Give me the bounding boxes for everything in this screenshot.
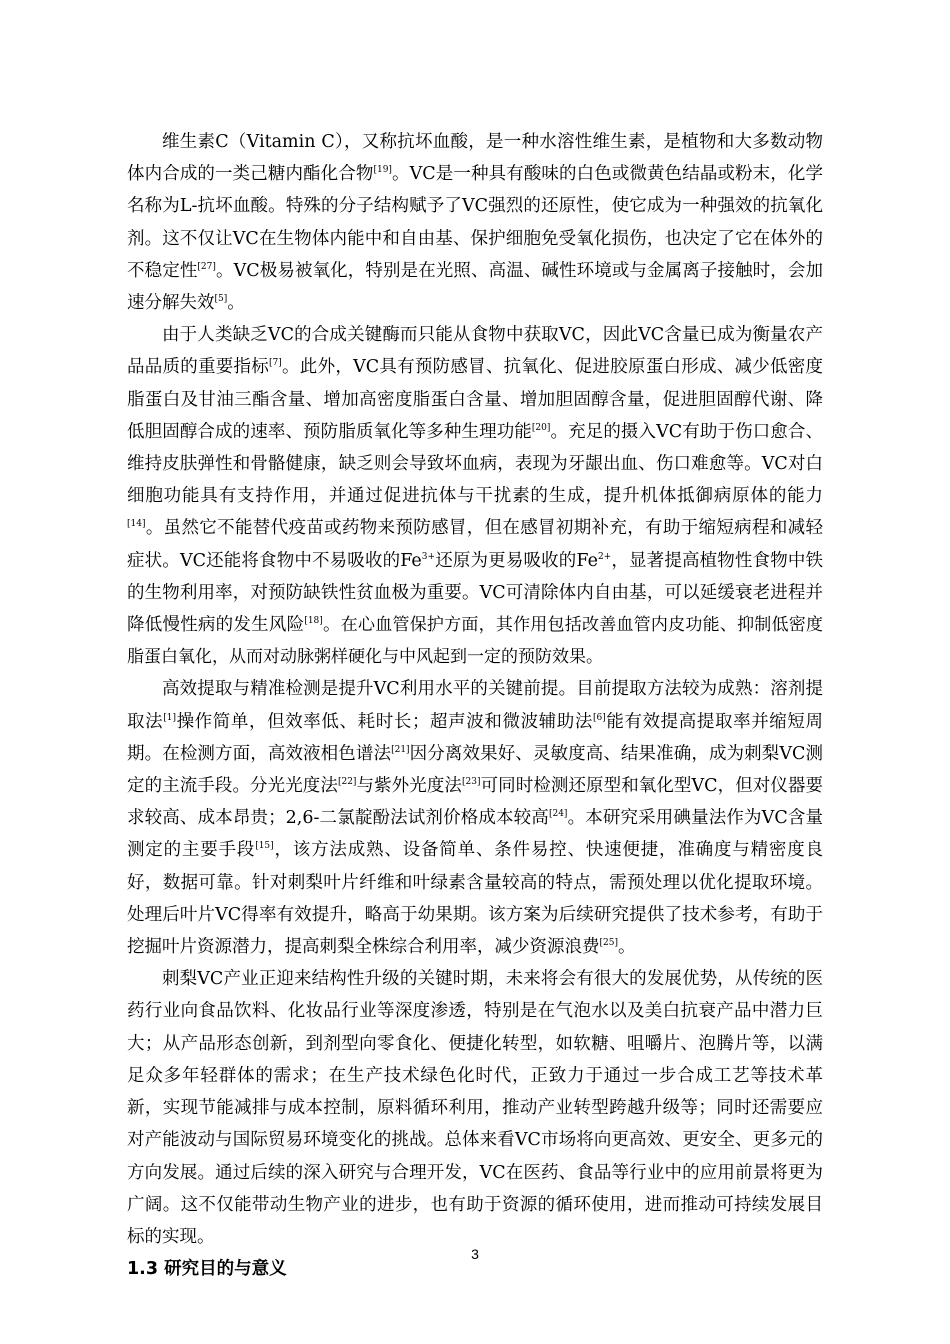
text-run: 。VC极易被氧化，特别是在光照、高温、碱性环境或与金属离子接触时，会加速分解失效	[127, 260, 823, 314]
paragraph	[127, 673, 823, 963]
citation-superscript: [24]	[548, 809, 568, 820]
text-run: 维生素C（Vitamin C），又称抗坏血酸，是一种水溶性维生素，是植物和大多数动物体内合成的一类己糖内酯化合物	[127, 132, 823, 185]
highlighted-sentence: 在心血管保护方面，其作用包括改善血管内皮功能、抑制低密度脂蛋白氧化，从而对动脉粥样硬化与中风起到一定的预防效果。	[127, 615, 824, 668]
text-run: 。	[322, 615, 341, 636]
citation-superscript: [27]	[197, 261, 216, 272]
text-run: 高效提取与精准检测是提升VC利用水平的关键前提。目前提取方法较为成熟：溶剂提取法	[127, 679, 823, 732]
page-number: 3	[471, 1246, 479, 1262]
citation-superscript: [1]	[163, 712, 176, 723]
body-text	[127, 126, 823, 1285]
paragraphs	[127, 126, 823, 1253]
text-run: 。充足的摄入VC有助于伤口愈合、维持皮肤弹性和骨骼健康，缺乏则会导致坏血病，表现为牙龈出血、伤口难愈等。VC对白细胞功能具有支持作用，并通过促进抗体与干扰素的生成，提升机体抵御病原体的能力	[127, 421, 824, 507]
section-heading: 1.3 研究目的与意义	[127, 1259, 287, 1280]
paragraph	[127, 319, 823, 673]
text-run: 。本研究采用碘量法作为VC含量测定的主要手段	[127, 808, 824, 861]
text-run: 。此外，VC具有预防感冒、抗氧化、促进胶原蛋白形成、减少低密度脂蛋白及甘油三酯含量、增加高密度脂蛋白含量、增加胆固醇含量，促进胆固醇代谢、降低胆固醇合成的速率、预防脂质氧化等多种生理功能	[127, 357, 823, 442]
text-run: 还原为更易吸收的Fe	[435, 550, 598, 571]
citation-superscript: [6]	[593, 712, 606, 723]
text-run: 刺梨VC产业正迎来结构性升级的关键时期，未来将会有很大的发展优势，从传统的医药行业向食品饮料、化妆品行业等深度渗透，特别是在气泡水以及美白抗衰产品中潜力巨大；从产品形态创新，到剂型向零食化、便捷化转型，如软糖、咀嚼片、泡腾片等，以满足众多年轻群体的需求；在生产技术绿色化时代，正致力于通过一步合成工艺等技术革新，实现节能减排与成本控制，原料循环利用，推动产业转型跨越升级等；同时还需要应对产能波动与国际贸易环境变化的挑战。总体来看VC市场将向更高效、更安全、更多元的方向发展。通过后续的深入研究与合理开发，VC在医药、食品等行业中的应用前景将更为广阔。这不仅能带动生物产业的进步，也有助于资源的循环使用，进而推动可持续发展目标的实现。	[127, 969, 823, 1247]
citation-superscript: [18]	[304, 616, 323, 627]
text-run: 。VC是一种具有酸味的白色或微黄色结晶或粉末，化学名称为L-抗坏血酸。特殊的分子结构赋予了VC强烈的还原性，使它成为一种强效的抗氧化剂。这不仅让VC在生物体内能中和自由基、保护细胞免受氧化损伤，也决定了它在体外的不稳定性	[127, 164, 823, 281]
citation-superscript: [7]	[269, 358, 282, 369]
text-run: 。虽然它不能替代疫苗或药物来预防感冒，但在感冒初期补充，有助于缩短病程和减轻症状。VC还能将食物中不易吸收的Fe	[127, 518, 823, 571]
paragraph	[127, 126, 823, 319]
text-run: 由于人类缺乏VC的合成关键酶而只能从食物中获取VC，因此VC含量已成为衡量农产品品质的重要指标	[127, 325, 823, 378]
citation-superscript: [15]	[255, 841, 274, 852]
citation-superscript: [21]	[391, 744, 410, 755]
text-run: 可同时检测还原型和氧化型VC，但对仪器要求较高、成本昂贵；2,6-二氯靛酚法试剂价格成本较高	[127, 776, 824, 829]
text-run: 与紫外光度法	[356, 776, 462, 797]
text-run: ，显著提高植物性食物中铁的生物利用率，对预防缺铁性贫血极为重要。VC可清除体内自由基，可以延缓衰老进程并降低慢性病的发生风险	[127, 550, 824, 636]
citation-superscript: [23]	[462, 777, 481, 788]
text-run: ，该方法成熟、设备简单、条件易控、快速便捷，准确度与精密度良好，数据可靠。针对刺梨叶片纤维和叶绿素含量较高的特点，需预处理以优化提取环境。处理后叶片VC得率有效提升，略高于幼果期。该方案为后续研究提供了技术参考，有助于挖掘叶片资源潜力，提高刺梨全株综合利用率，减少资源浪费	[127, 840, 824, 958]
citation-superscript: [20]	[531, 422, 551, 433]
text-run: 操作简单，但效率低、耗时长；超声波和微波辅助法	[175, 711, 593, 732]
citation-superscript: 2+	[597, 551, 612, 562]
citation-superscript: [22]	[337, 777, 357, 788]
text-run: 能有效提高提取率并缩短周期。在检测方面，高效液相色谱法	[127, 711, 824, 764]
citation-superscript: [25]	[599, 938, 618, 949]
citation-superscript: [19]	[373, 165, 392, 176]
paragraph	[127, 963, 823, 1253]
text-run: 。	[227, 293, 245, 314]
text-run: 因分离效果好、灵敏度高、结果准确，成为刺梨VC测定的主流手段。分光光度法	[127, 743, 824, 797]
text-run: 。	[617, 937, 636, 958]
citation-superscript: [14]	[127, 519, 146, 530]
citation-superscript: 3+	[421, 551, 436, 562]
citation-superscript: [5]	[214, 294, 228, 305]
